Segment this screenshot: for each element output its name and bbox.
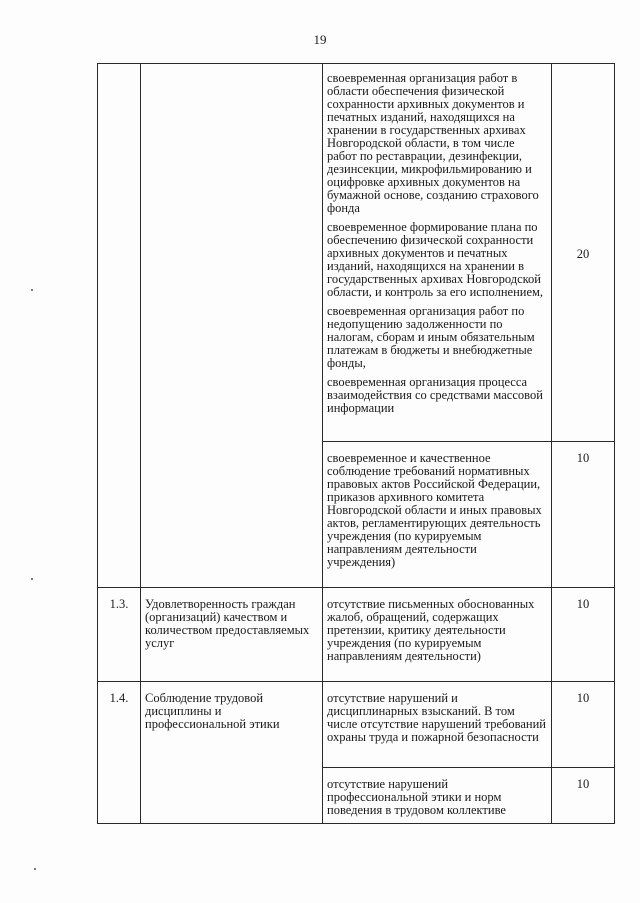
condition-cell bbox=[323, 442, 552, 588]
criteria-table bbox=[97, 63, 615, 824]
condition-cell bbox=[323, 768, 552, 824]
condition-item: своевременная организация работ в области обеспечения физической сохранности архивных документов и печатных изданий, находящихся на хранении в государственных архивах Новгородской области, в том числе работ по реставрации, дезинфекции, дезинсекции, микрофильмированию и оцифровке архивных документов на бумажной основе, созданию страхового фонда bbox=[327, 71, 539, 215]
criterion-name: Удовлетворенность граждан (организаций) качеством и количеством предоставляемых услуг bbox=[141, 588, 323, 682]
condition-item: отсутствие нарушений профессиональной этики и норм поведения в трудовом коллективе bbox=[327, 777, 506, 817]
condition-item: своевременное и качественное соблюдение требований нормативных правовых актов Российской Федерации, приказов архивного комитета Новгородской области и иных правовых актов, регламентирующих деятельность учреждения (по курируемым направлениям деятельности учреждения) bbox=[327, 451, 542, 569]
condition-item: отсутствие нарушений и дисциплинарных взысканий. В том числе отсутствие нарушений требований охраны труда и пожарной безопасности bbox=[327, 691, 546, 744]
row-number: 1.3. bbox=[98, 588, 141, 682]
table-row bbox=[98, 682, 615, 768]
condition-cell bbox=[323, 64, 552, 442]
table-row bbox=[98, 588, 615, 682]
score-value: 20 bbox=[552, 64, 615, 442]
score-value: 10 bbox=[552, 442, 615, 588]
condition-item: своевременная организация работ по недопущению задолженности по налогам, сборам и иным обязательным платежам в бюджеты и внебюджетные фонды, bbox=[327, 304, 535, 370]
score-value: 10 bbox=[552, 682, 615, 768]
condition-item: своевременное формирование плана по обеспечению физической сохранности архивных документов и печатных изданий, находящихся на хранении в государственных архивах Новгородской области, и контроль за его исполнением, bbox=[327, 220, 544, 299]
score-value: 10 bbox=[552, 588, 615, 682]
condition-cell bbox=[323, 588, 552, 682]
score-value: 10 bbox=[552, 768, 615, 824]
condition-item: отсутствие письменных обоснованных жалоб, обращений, содержащих претензии, критику деятельности учреждения (по курируемым направлениям деятельности) bbox=[327, 597, 535, 663]
scan-speck bbox=[34, 868, 36, 870]
criterion-name bbox=[141, 64, 323, 588]
row-number: 1.4. bbox=[98, 682, 141, 824]
row-number bbox=[98, 64, 141, 588]
condition-cell bbox=[323, 682, 552, 768]
scan-speck bbox=[31, 578, 33, 580]
condition-item: своевременная организация процесса взаимодействия со средствами массовой информации bbox=[327, 375, 543, 415]
criterion-name: Соблюдение трудовой дисциплины и профессиональной этики bbox=[141, 682, 323, 824]
table-row bbox=[98, 64, 615, 442]
page-number: 19 bbox=[313, 32, 327, 47]
scan-speck bbox=[31, 289, 33, 291]
